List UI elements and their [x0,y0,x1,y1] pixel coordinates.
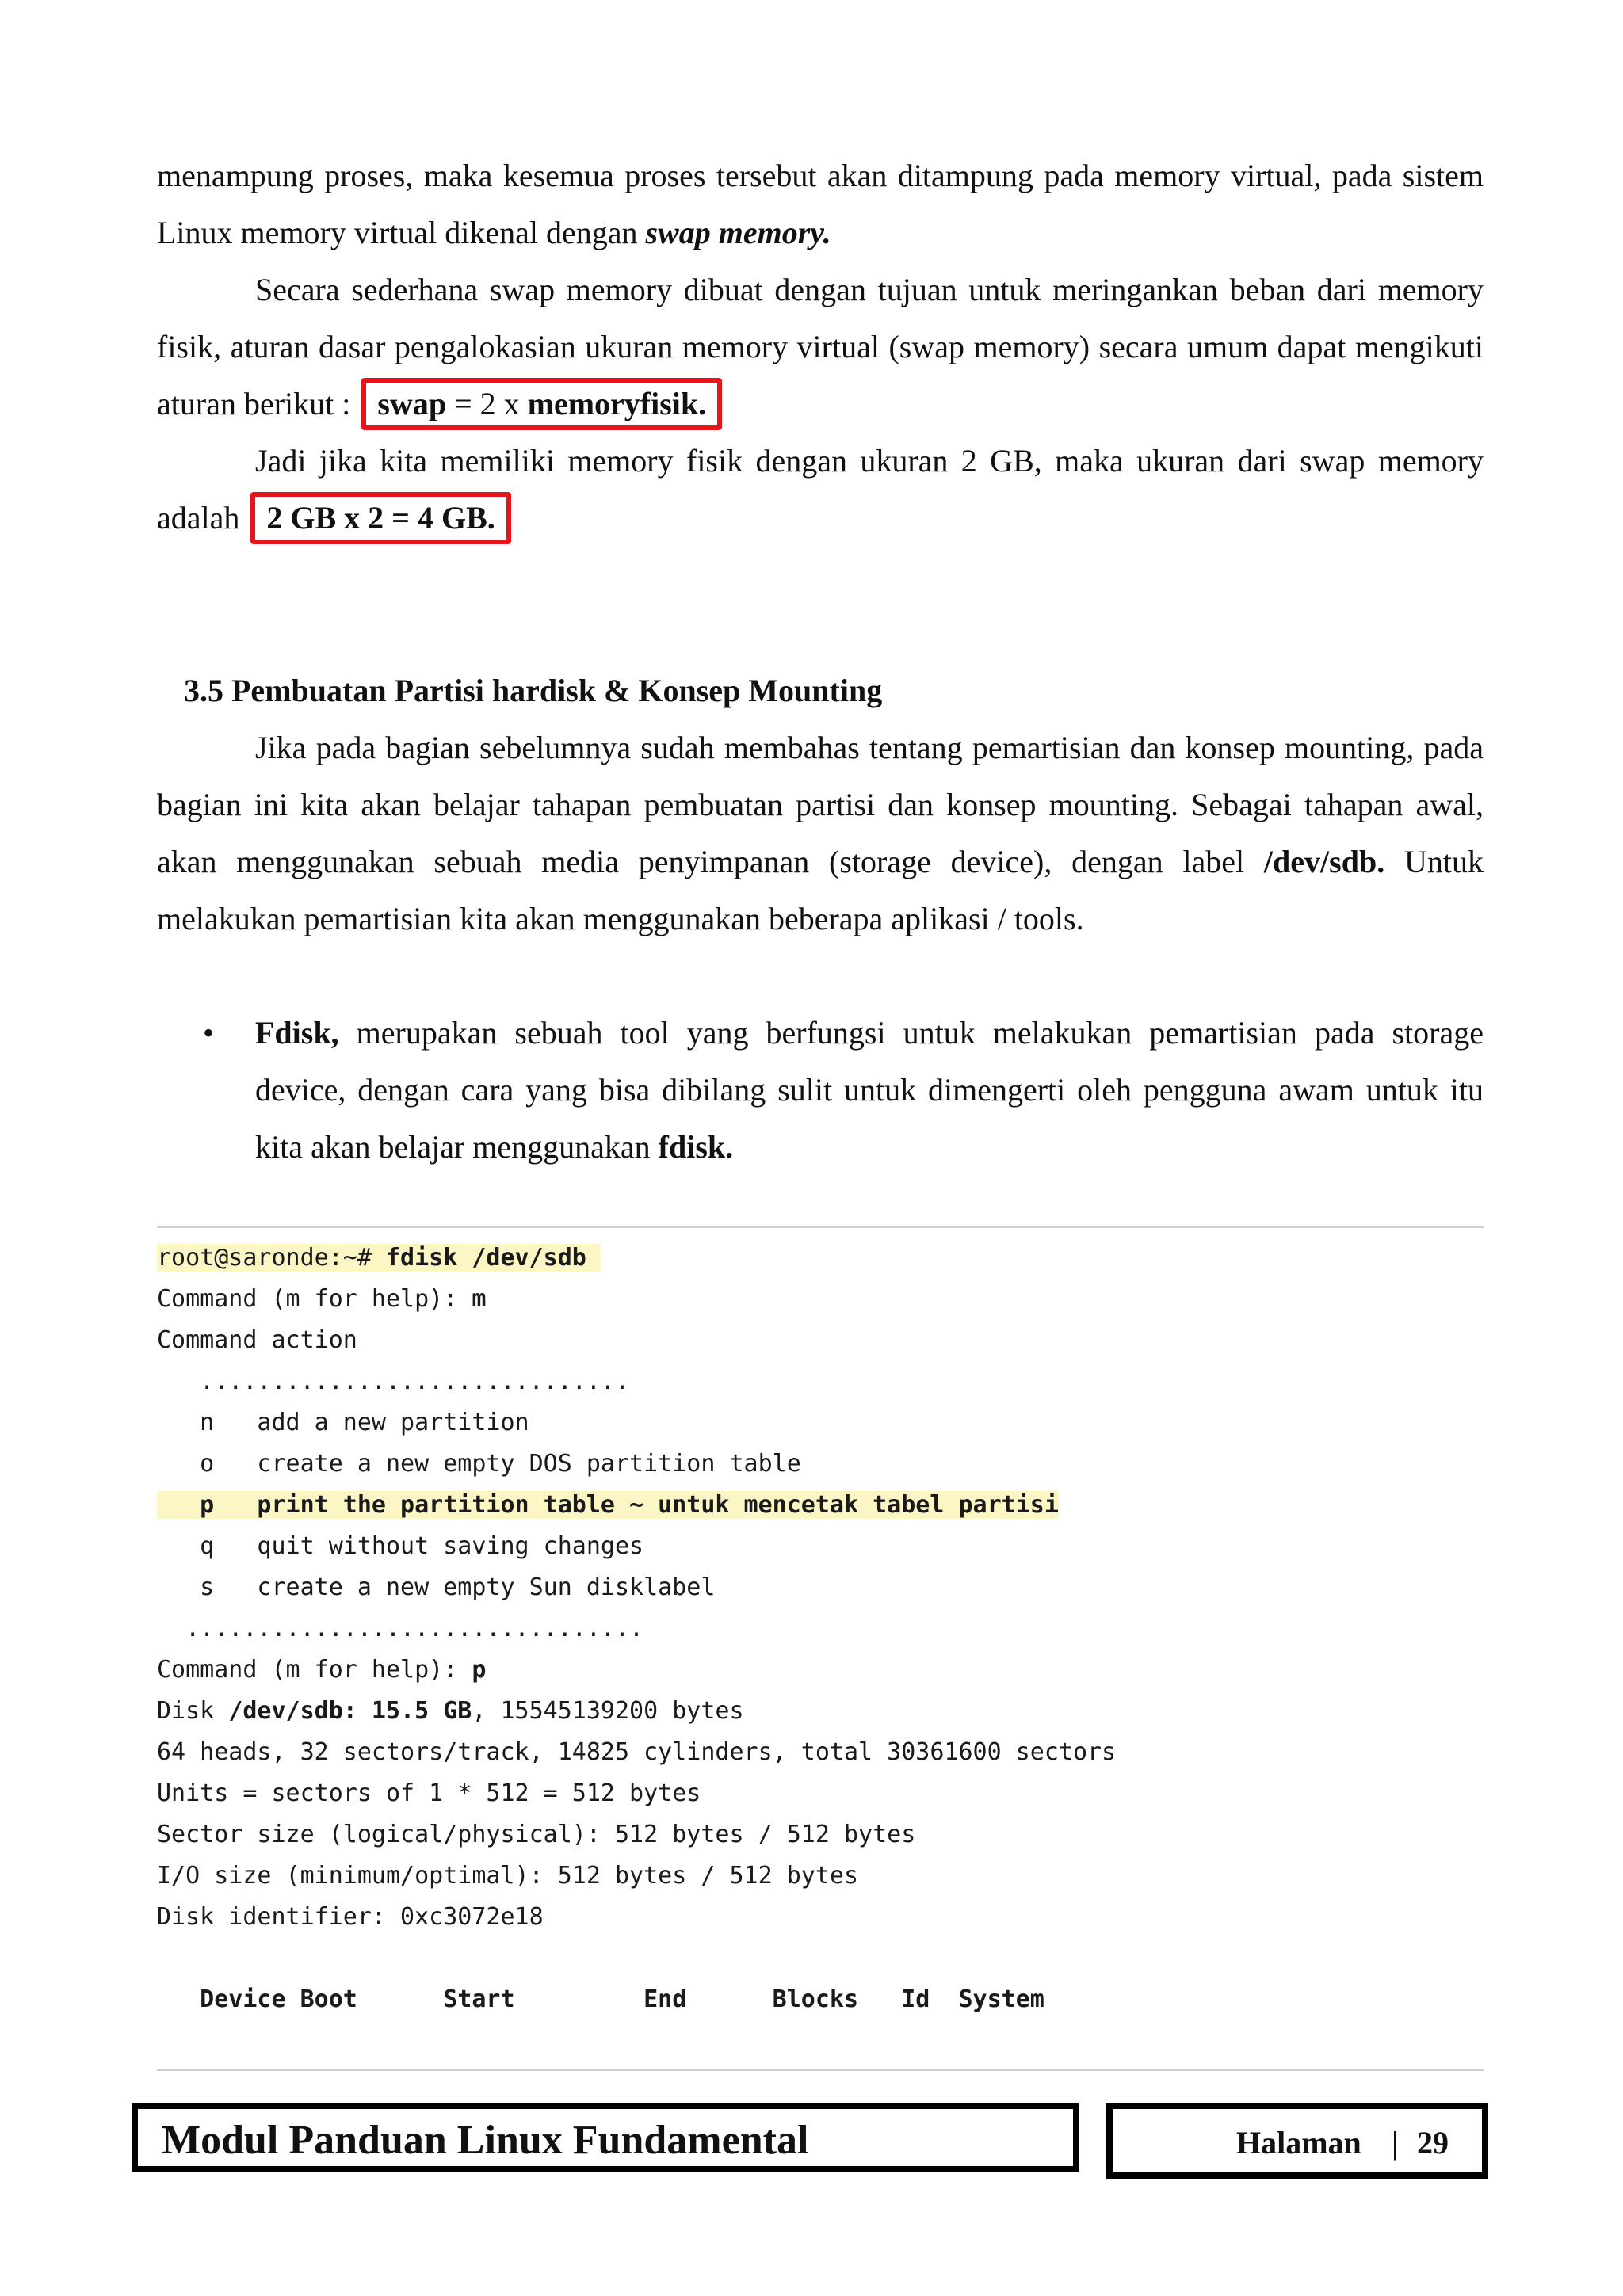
code-line: Command (m for help): p [157,1656,487,1684]
bullet-fdisk: Fdisk, merupakan sebuah tool yang berfungsi untuk melakukan pemartisian pada storage device, dengan cara yang bisa dibilang sulit untuk dimengerti oleh pengguna awam untuk itu kita akan belajar menggunakan fdisk. [255,1015,1484,1165]
code-line: ................................ [157,1615,644,1642]
code-line: 64 heads, 32 sectors/track, 14825 cylinders, total 30361600 sectors [157,1738,1117,1766]
code-line-highlight: p print the partition table ~ untuk mencetak tabel partisi [157,1491,1059,1519]
section-heading: 3.5 Pembuatan Partisi hardisk & Konsep Mounting [184,673,883,708]
footer-separator: | [1392,2125,1399,2161]
code-line [157,1938,1484,1979]
code-line: s create a new empty Sun disklabel [157,1573,716,1601]
swap-formula-box: swap = 2 x memoryfisik. [361,378,722,430]
code-line: .............................. [157,1367,630,1395]
paragraph-partition-intro: Jika pada bagian sebelumnya sudah membahas tentang pemartisian dan konsep mounting, pada bagian ini kita akan belajar tahapan pembuatan partisi dan konsep mounting. Sebagai tahapan awal, akan menggunakan sebuah media penyimpanan (storage device), dengan label /dev/sdb. Untuk melakukan pemartisian kita akan menggunakan beberapa aplikasi / tools. [157,730,1484,936]
code-line: Disk identifier: 0xc3072e18 [157,1903,544,1931]
bullet-symbol: • [203,1015,215,1051]
code-line: Sector size (logical/physical): 512 bytes / 512 bytes [157,1821,916,1848]
code-line: I/O size (minimum/optimal): 512 bytes / 512 bytes [157,1862,859,1890]
code-bottom-rule [157,2069,1484,2071]
paragraph-swap-intro: menampung proses, maka kesemua proses tersebut akan ditampung pada memory virtual, pada sistem Linux memory virtual dikenal dengan swap memory. [157,158,1484,250]
code-line: o create a new empty DOS partition table [157,1450,801,1478]
footer-title-box [132,2103,1079,2172]
footer-page-box [1106,2103,1488,2179]
code-block [157,1238,1484,2020]
code-line: root@saronde:~# fdisk /dev/sdb [157,1238,1484,1279]
code-line-table-header: Device Boot Start End Blocks Id System [157,1985,1044,2013]
swap-example-box: 2 GB x 2 = 4 GB. [250,492,510,544]
footer-page-label: Halaman [1236,2125,1361,2161]
code-top-rule [157,1226,1484,1228]
swap-memory-emphasis: swap memory. [645,215,831,250]
paragraph-swap-example: Jadi jika kita memiliki memory fisik dengan ukuran 2 GB, maka ukuran dari swap memory adalah 2 GB x 2 = 4 GB. [157,433,1484,547]
code-line: Command action [157,1326,357,1354]
paragraph-swap-rule: Secara sederhana swap memory dibuat dengan tujuan untuk meringankan beban dari memory fisik, aturan dasar pengalokasian ukuran memory virtual (swap memory) secara umum dapat mengikuti aturan berikut : swap = 2 x memoryfisik. [157,261,1484,433]
footer-page-number: 29 [1417,2125,1449,2161]
code-line: Disk /dev/sdb: 15.5 GB, 15545139200 bytes [157,1697,744,1725]
code-line: Units = sectors of 1 * 512 = 512 bytes [157,1779,701,1807]
code-line: q quit without saving changes [157,1532,644,1560]
code-line: Command (m for help): m [157,1285,487,1313]
footer-title: Modul Panduan Linux Fundamental [162,2118,809,2163]
code-line: n add a new partition [157,1409,529,1436]
